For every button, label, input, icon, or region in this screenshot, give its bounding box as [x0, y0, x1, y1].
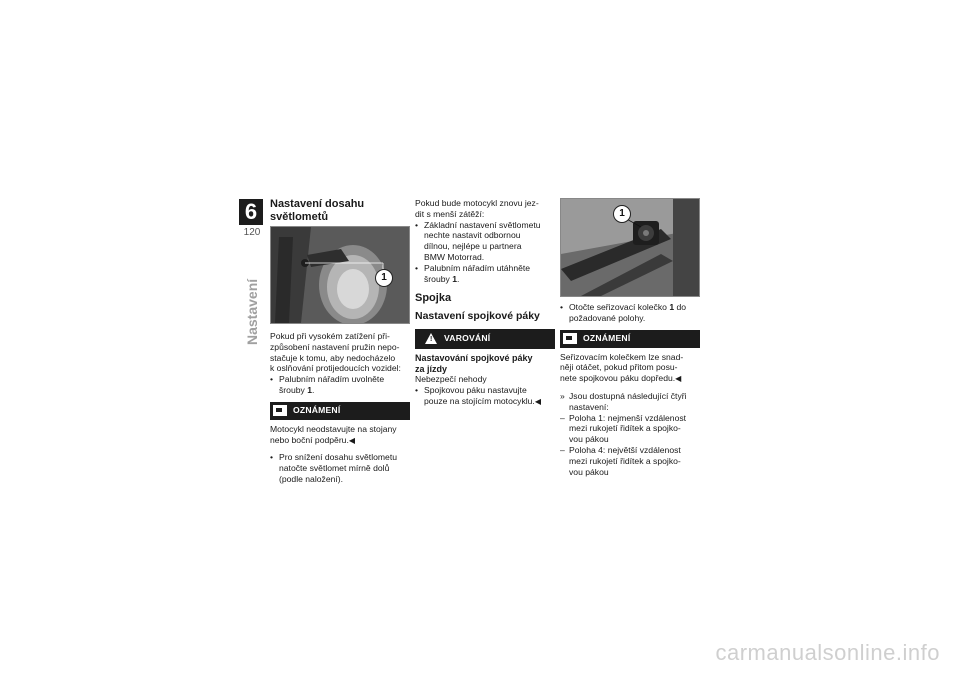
para-line: Pokud bude motocykl znovu jez- — [415, 198, 539, 208]
warning-box — [415, 329, 555, 349]
column-3 — [560, 198, 700, 477]
bullet-list — [560, 302, 700, 324]
callout-1: 1 — [613, 205, 631, 223]
list-item: » Jsou dostupná následující čtyři nastavení: — [560, 390, 687, 412]
list-item: – Poloha 1: nejmenší vzdálenost mezi rukojetí řidítek a spojko- vou pákou — [560, 412, 687, 445]
notice-icon — [563, 333, 577, 344]
para-line: k oslňování protijedoucích vozidel: — [270, 363, 401, 374]
notice-label: OZNÁMENÍ — [293, 405, 341, 416]
notice-text: nebo boční podpěru.◀ — [270, 434, 355, 445]
warning-title: za jízdy — [415, 363, 448, 374]
headlight-photo — [270, 226, 410, 324]
bullet-list — [415, 385, 555, 408]
notice-icon — [273, 405, 287, 416]
page-number: 120 — [243, 227, 261, 238]
notice-text: Seřizovacím kolečkem lze snad- — [560, 351, 684, 362]
para-line: stačuje k tomu, aby nedocházelo — [270, 352, 396, 363]
heading-line-1: Nastavení dosahu — [270, 198, 365, 210]
notice-text: nete spojkovou páku dopředu.◀ — [560, 373, 682, 384]
list-item: • Otočte seřizovací kolečko 1 do požadované polohy. — [560, 302, 687, 323]
list-item: • Palubním nářadím utáhněte šrouby 1. — [415, 262, 531, 284]
column-2 — [415, 198, 555, 408]
end-marker-icon: ◀ — [534, 397, 541, 407]
list-item: • Pro snížení dosahu světlometu natočte světlomet mírně dolů (podle naložení). — [270, 452, 397, 484]
list-item: • Palubním nářadím uvolněte šrouby 1. — [270, 374, 385, 395]
warning-icon: ! — [425, 333, 437, 344]
para-line: dit s menší zátěží: — [415, 208, 485, 219]
sub-heading: Nastavení spojkové páky — [415, 309, 540, 322]
list-item: – Poloha 4: největší vzdálenost mezi rukojetí řidítek a spojko- vou pákou — [560, 444, 681, 477]
result-list — [560, 391, 700, 477]
bullet-list — [415, 220, 555, 285]
warning-label: VAROVÁNÍ — [444, 333, 491, 344]
notice-text: Motocykl neodstavujte na stojany — [270, 423, 397, 434]
section-heading: Spojka — [415, 292, 452, 305]
heading-line-2: světlometů — [270, 210, 329, 223]
callout-1: 1 — [375, 269, 393, 287]
column-1 — [270, 198, 410, 485]
clutch-lever-photo — [560, 198, 700, 297]
notice-box — [270, 402, 410, 420]
para-line: způsobení nastavení pružin nepo- — [270, 341, 400, 352]
notice-box — [560, 330, 700, 348]
bullet-list — [270, 374, 410, 396]
list-item: • Základní nastavení světlometu nechte nastavit odbornou dílnou, nejlépe u partnera BMW Motorrad. — [415, 219, 541, 262]
watermark: carmanualsonline.info — [715, 640, 940, 665]
warning-text: Nebezpečí nehody — [415, 374, 487, 385]
para-line: Pokud při vysokém zatížení při- — [270, 331, 390, 341]
chapter-number-badge: 6 — [239, 199, 263, 225]
chapter-side-title: Nastavení — [244, 278, 260, 345]
end-marker-icon: ◀ — [675, 374, 682, 384]
notice-text: něji otáčet, pokud přitom posu- — [560, 362, 678, 373]
end-marker-icon: ◀ — [348, 435, 355, 445]
list-item: • Spojkovou páku nastavujte pouze na stojícím motocyklu.◀ — [415, 385, 541, 407]
notice-label: OZNÁMENÍ — [583, 333, 631, 344]
bullet-list — [270, 452, 410, 484]
warning-title: Nastavování spojkové páky — [415, 352, 533, 363]
